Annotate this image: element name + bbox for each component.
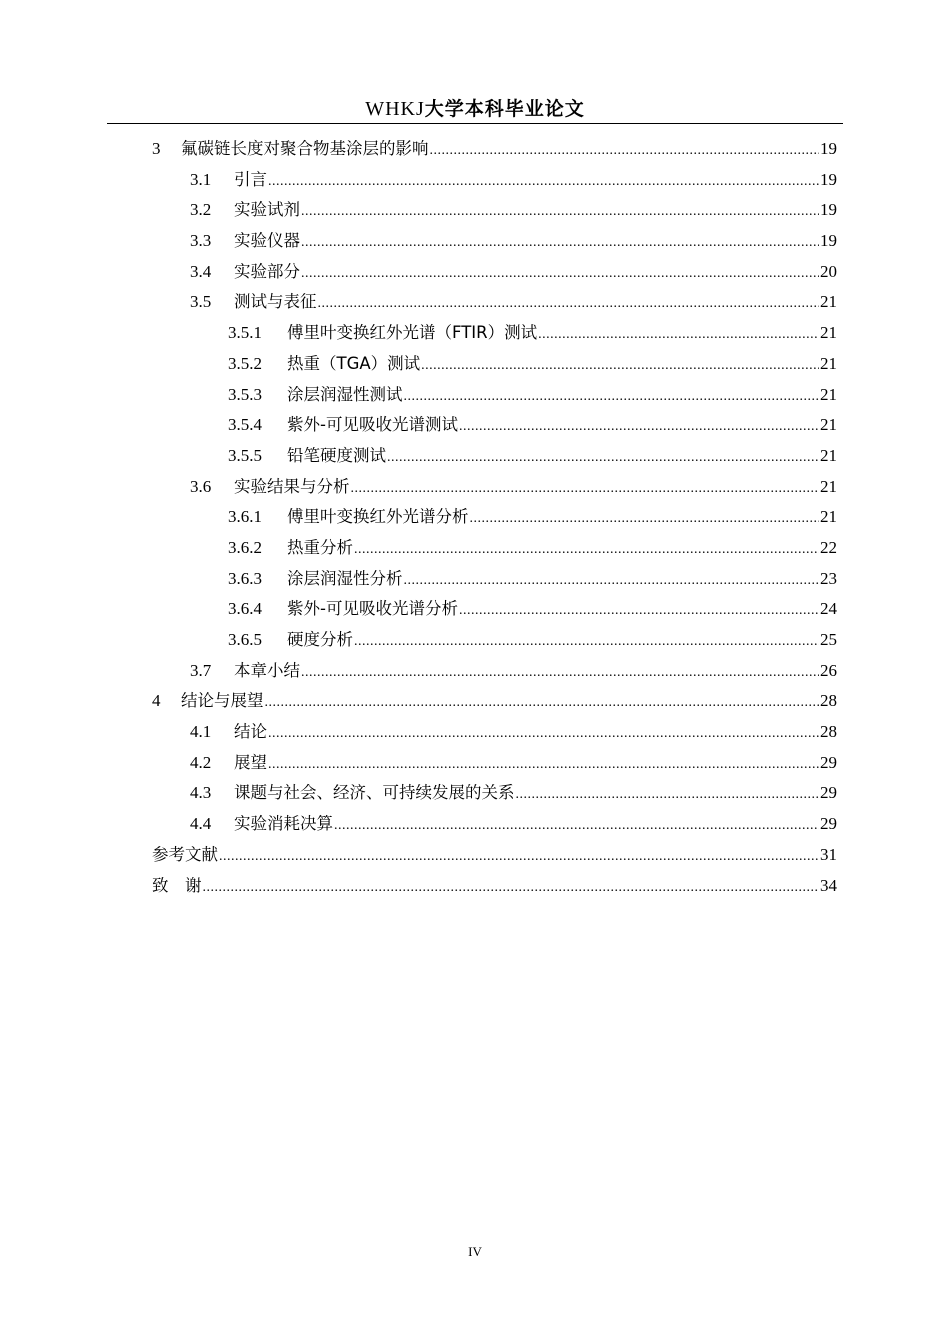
toc-entry-page: 21 — [820, 476, 837, 496]
toc-entry-title: 实验部分 — [234, 261, 300, 281]
dot-leader — [301, 204, 819, 220]
toc-entry-number: 3.6 — [190, 476, 212, 496]
dot-leader — [301, 266, 819, 282]
dot-leader — [351, 481, 820, 497]
toc-entry-page: 19 — [820, 139, 837, 158]
toc-entry-number: 3.5 — [190, 292, 212, 312]
dot-leader — [516, 787, 820, 803]
toc-entry[interactable] — [152, 626, 837, 657]
toc-entry-number: 3.5.1 — [228, 323, 262, 343]
toc-entry-page: 21 — [820, 507, 837, 527]
toc-entry[interactable] — [152, 841, 837, 872]
toc-entry-number: 4.4 — [190, 814, 212, 834]
toc-entry-title: 实验试剂 — [234, 200, 300, 220]
toc-entry-page: 19 — [820, 231, 837, 251]
dot-leader — [404, 389, 820, 405]
toc-entry-number: 3 — [152, 139, 161, 158]
toc-entry-page: 29 — [820, 752, 837, 772]
toc-entry-number: 3.5.4 — [228, 415, 262, 435]
toc-entry[interactable] — [152, 411, 837, 442]
dot-leader — [421, 358, 819, 374]
toc-entry-title: 热重分析 — [287, 537, 353, 557]
table-of-contents — [152, 135, 837, 902]
toc-entry-title: 紫外-可见吸收光谱分析 — [287, 599, 458, 619]
toc-entry-number: 3.5.5 — [228, 445, 262, 465]
toc-entry-page: 21 — [820, 323, 837, 343]
toc-entry-number: 4.2 — [190, 752, 212, 772]
toc-entry-number: 3.6.4 — [228, 599, 262, 619]
toc-entry-page: 28 — [820, 722, 837, 742]
toc-entry[interactable] — [152, 166, 837, 197]
dot-leader — [430, 143, 820, 159]
toc-entry-page: 25 — [820, 630, 837, 649]
toc-entry-page: 21 — [820, 353, 837, 373]
toc-entry-title: 紫外-可见吸收光谱测试 — [287, 415, 458, 435]
dot-leader — [268, 726, 819, 742]
dot-leader — [470, 511, 820, 527]
toc-entry-number: 4.1 — [190, 722, 212, 742]
dot-leader — [459, 419, 819, 435]
dot-leader — [265, 695, 820, 711]
toc-entry-number: 3.5.2 — [228, 353, 262, 373]
toc-entry-number: 3.6.1 — [228, 507, 262, 527]
toc-entry-title: 测试与表征 — [234, 292, 317, 312]
toc-entry[interactable] — [152, 810, 837, 841]
toc-entry-page: 29 — [820, 814, 837, 834]
toc-entry-number: 3.6.3 — [228, 568, 262, 588]
toc-entry-page: 21 — [820, 384, 837, 404]
header-rule — [107, 123, 843, 124]
dot-leader — [301, 235, 819, 251]
dot-leader — [334, 818, 819, 834]
dot-leader — [354, 634, 819, 650]
toc-entry-page: 23 — [820, 568, 837, 588]
toc-entry-title: 实验仪器 — [234, 231, 300, 251]
toc-entry[interactable] — [152, 503, 837, 534]
dot-leader — [301, 665, 819, 681]
toc-entry-page: 31 — [820, 844, 837, 864]
toc-entry-page: 28 — [820, 691, 837, 711]
toc-entry-number: 3.5.3 — [228, 384, 262, 404]
toc-entry[interactable] — [152, 442, 837, 473]
toc-entry-title: 引言 — [234, 169, 267, 189]
dot-leader — [268, 757, 819, 773]
toc-entry-number: 3.3 — [190, 231, 212, 251]
toc-entry-title: 结论与展望 — [181, 691, 264, 711]
page-header — [107, 94, 843, 122]
dot-leader — [268, 174, 819, 190]
header-title-cjk: 大学本科毕业论文 — [424, 98, 585, 120]
dot-leader — [459, 603, 819, 619]
toc-entry-title: 结论 — [234, 722, 267, 742]
dot-leader — [538, 327, 819, 343]
toc-entry-title: 展望 — [234, 752, 267, 772]
toc-entry-number: 4.3 — [190, 783, 212, 803]
toc-entry-page: 21 — [820, 445, 837, 465]
toc-entry-number: 4 — [152, 691, 161, 711]
toc-entry-title: 参考文献 — [152, 844, 218, 864]
toc-entry-number: 3.6.2 — [228, 537, 262, 557]
toc-entry-page: 20 — [820, 261, 837, 281]
toc-entry-number: 3.1 — [190, 169, 212, 189]
toc-entry-title: 本章小结 — [234, 660, 300, 680]
toc-entry[interactable] — [152, 350, 837, 381]
toc-entry-title: 实验消耗决算 — [234, 814, 333, 834]
toc-entry[interactable] — [152, 749, 837, 780]
toc-entry-title: 涂层润湿性测试 — [287, 384, 403, 404]
toc-entry-title: 铅笔硬度测试 — [287, 445, 386, 465]
toc-entry[interactable] — [152, 718, 837, 749]
dot-leader — [354, 542, 819, 558]
toc-entry-title: 热重（TGA）测试 — [287, 353, 421, 373]
toc-entry-title: 硬度分析 — [287, 630, 353, 649]
toc-entry-page: 21 — [820, 415, 837, 435]
toc-entry[interactable] — [152, 319, 837, 350]
toc-entry-title: 傅里叶变换红外光谱（FTIR）测试 — [287, 323, 538, 343]
dot-leader — [203, 880, 820, 896]
toc-entry-title: 氟碳链长度对聚合物基涂层的影响 — [181, 139, 429, 158]
toc-entry[interactable] — [152, 196, 837, 227]
toc-entry[interactable] — [152, 565, 837, 596]
header-title-latin: WHKJ — [365, 98, 425, 120]
toc-entry-title: 涂层润湿性分析 — [287, 568, 403, 588]
toc-entry-number: 3.4 — [190, 261, 212, 281]
toc-entry[interactable] — [152, 687, 837, 718]
toc-entry[interactable] — [152, 595, 837, 626]
toc-entry-title: 实验结果与分析 — [234, 476, 350, 496]
toc-entry-page: 21 — [820, 292, 837, 312]
toc-entry-page: 26 — [820, 660, 837, 680]
toc-entry[interactable] — [152, 473, 837, 504]
toc-entry-page: 29 — [820, 783, 837, 803]
toc-entry[interactable] — [152, 135, 837, 166]
toc-entry-title: 致 谢 — [152, 875, 202, 895]
toc-entry-page: 34 — [820, 875, 837, 895]
toc-entry[interactable] — [152, 872, 837, 903]
toc-entry[interactable] — [152, 258, 837, 289]
dot-leader — [219, 849, 819, 865]
toc-entry-page: 24 — [820, 599, 837, 619]
toc-entry-title: 课题与社会、经济、可持续发展的关系 — [234, 783, 515, 803]
toc-entry[interactable] — [152, 227, 837, 258]
toc-entry-number: 3.6.5 — [228, 630, 262, 649]
toc-entry-page: 19 — [820, 200, 837, 220]
toc-entry[interactable] — [152, 381, 837, 412]
toc-entry-number: 3.7 — [190, 660, 212, 680]
toc-entry[interactable] — [152, 657, 837, 688]
toc-entry[interactable] — [152, 779, 837, 810]
toc-entry-number: 3.2 — [190, 200, 212, 220]
dot-leader — [318, 296, 820, 312]
toc-entry-page: 22 — [820, 537, 837, 557]
toc-entry[interactable] — [152, 534, 837, 565]
toc-entry-page: 19 — [820, 169, 837, 189]
dot-leader — [387, 450, 819, 466]
toc-entry[interactable] — [152, 288, 837, 319]
page-number: IV — [468, 1244, 482, 1259]
toc-entry-title: 傅里叶变换红外光谱分析 — [287, 507, 469, 527]
dot-leader — [404, 573, 820, 589]
